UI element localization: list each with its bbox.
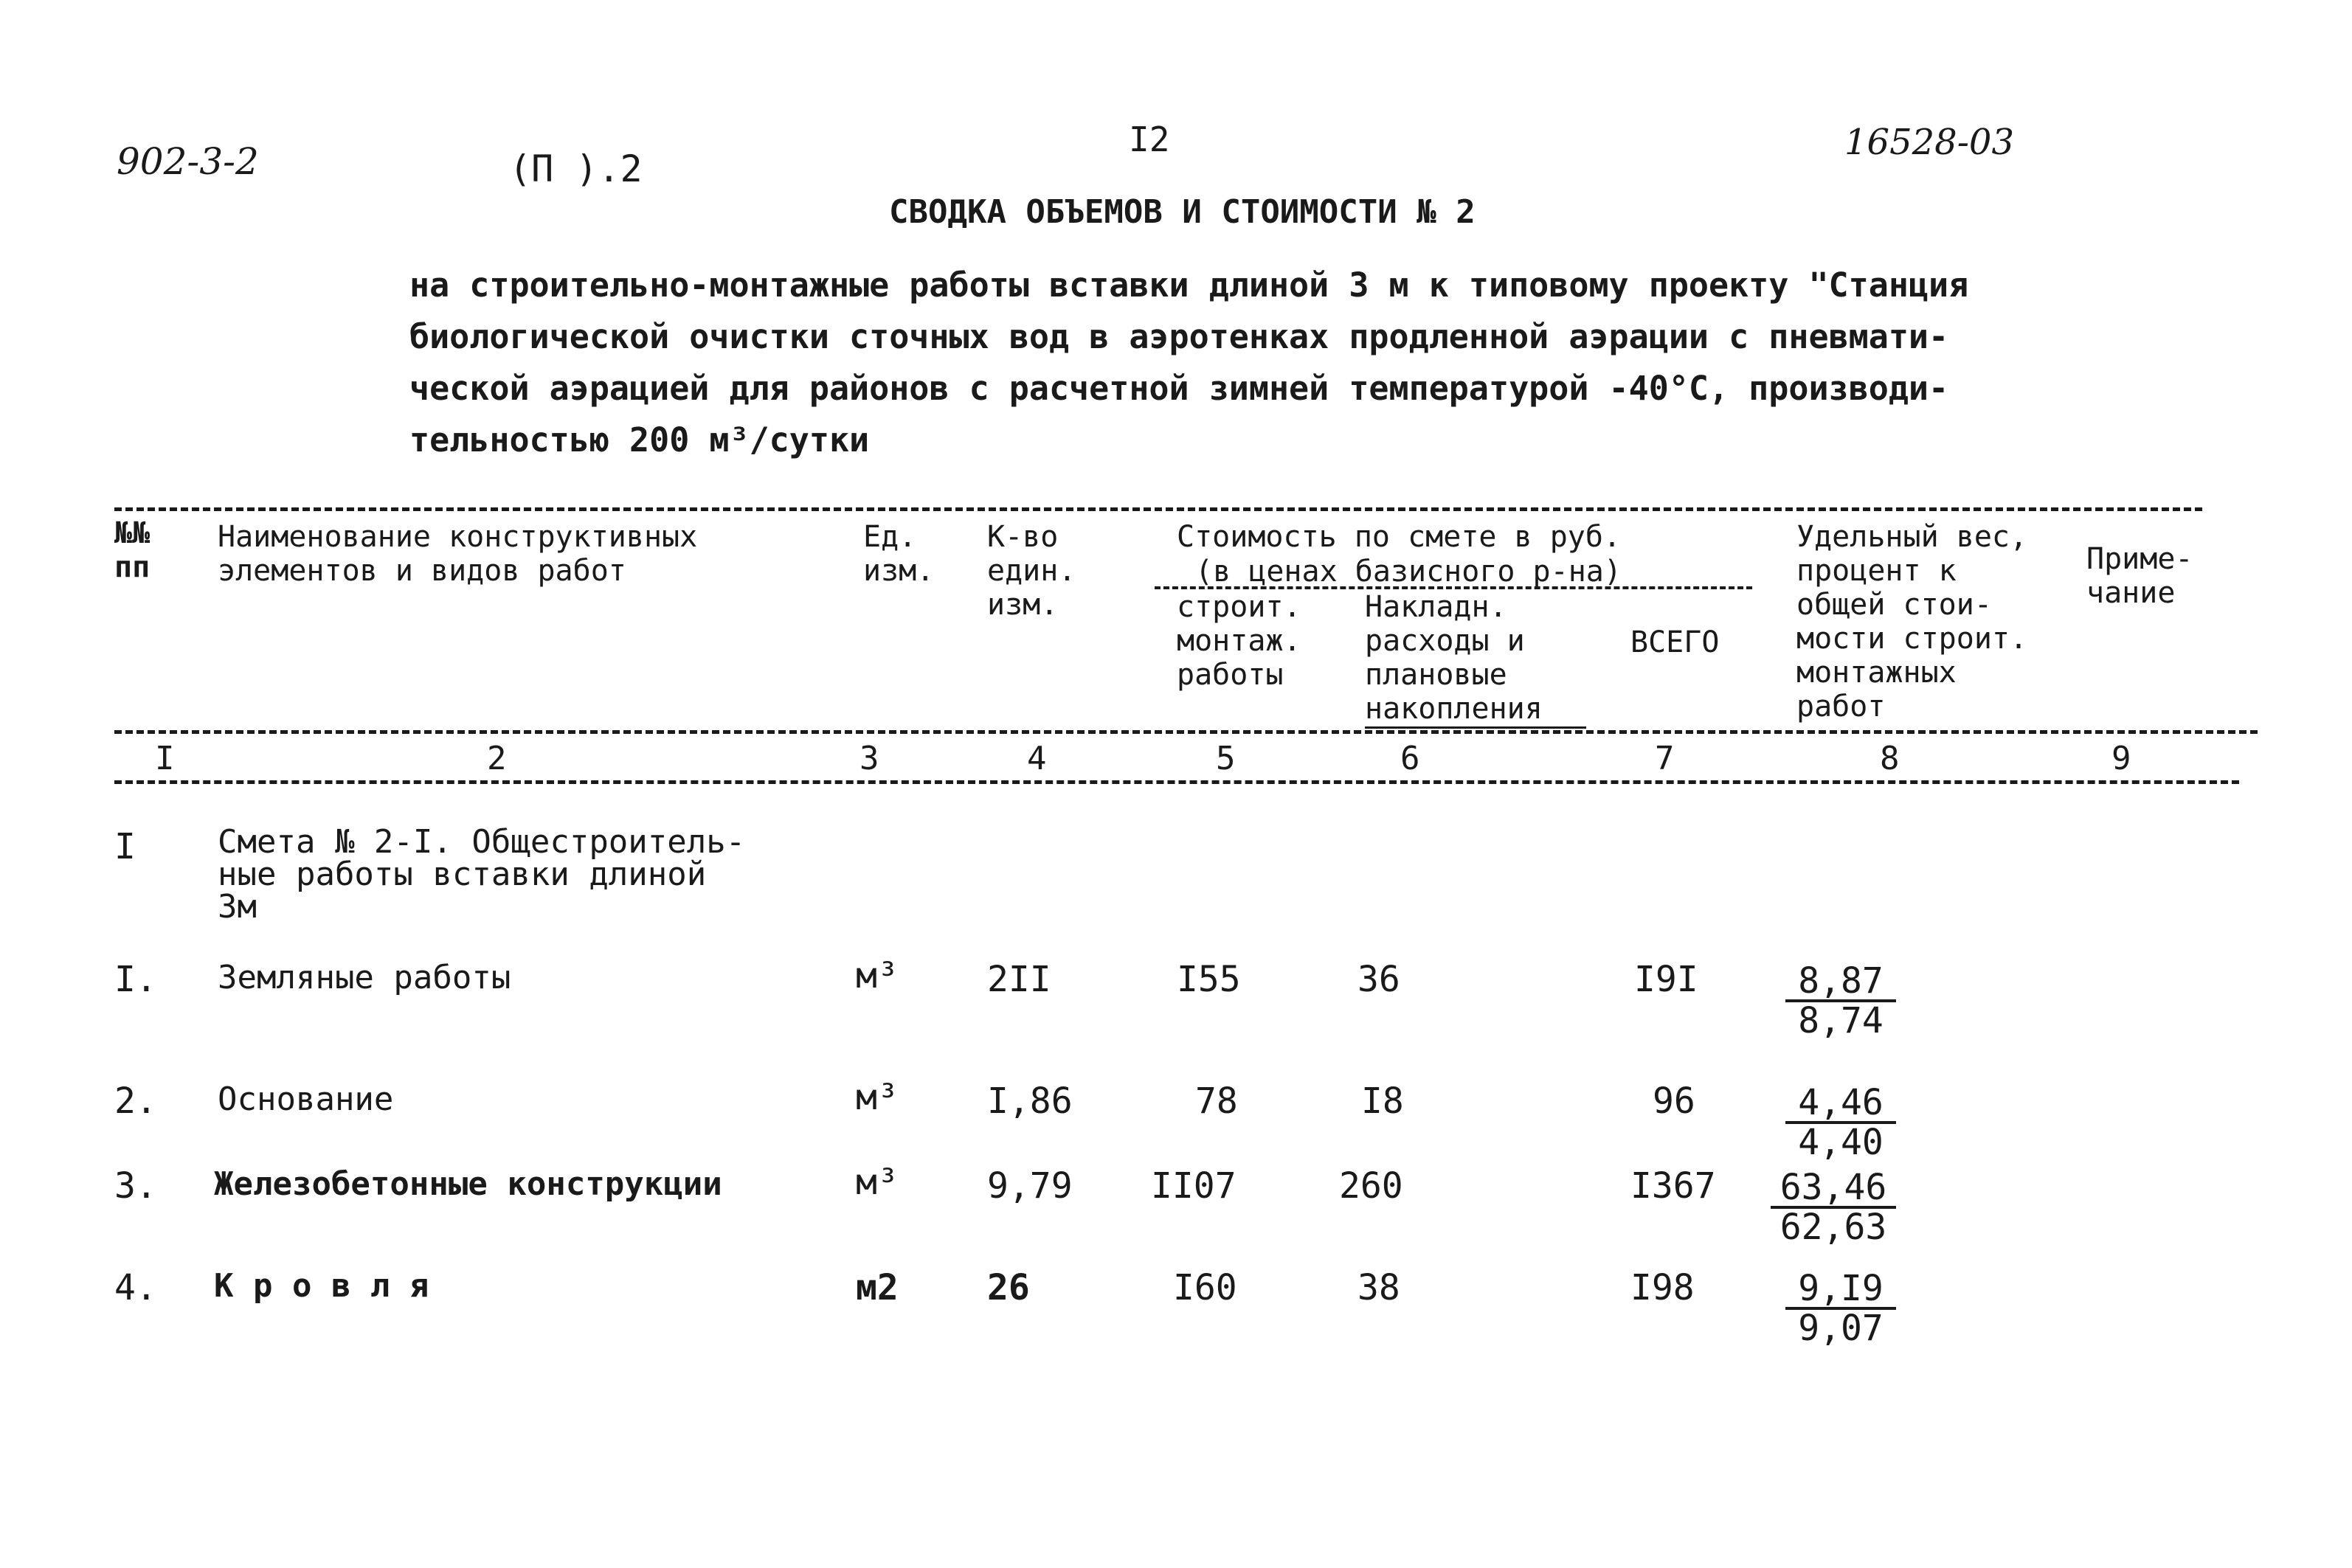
colnum-2: 2: [487, 740, 507, 777]
header-no: №№ пп: [114, 516, 151, 584]
row-unit: м³: [856, 1077, 899, 1118]
header-cost-subgroup: (в ценах базисного р-на): [1195, 555, 1622, 589]
header-unit: Ед. изм.: [863, 520, 935, 588]
row-total: 96: [1653, 1080, 1695, 1122]
row-smr: I60: [1173, 1267, 1237, 1308]
row-name: К р о в л я: [214, 1267, 429, 1305]
intro-line-4: тельностью 200 м³/сутки: [409, 420, 870, 459]
row-total: I98: [1630, 1267, 1695, 1308]
header-smr: строит. монтаж. работы: [1177, 590, 1301, 692]
row-share-top: 9,I9: [1798, 1268, 1884, 1309]
row-no: I.: [114, 959, 157, 1000]
header-cost-group: Стоимость по смете в руб.: [1177, 520, 1622, 554]
row-qty: 9,79: [987, 1165, 1073, 1207]
row-smr: I55: [1177, 959, 1241, 1000]
row-share-bottom: 62,63: [1779, 1207, 1887, 1248]
row-share-top: 8,87: [1798, 960, 1884, 1002]
cost-group-rule: [1155, 586, 1752, 589]
inventory-number: 16528-03: [1844, 122, 2014, 163]
row-share-top: 63,46: [1779, 1167, 1887, 1208]
column-numbers-top-rule: [114, 730, 2258, 734]
header-note: Приме- чание: [2086, 542, 2193, 610]
table-top-rule: [114, 507, 2202, 511]
row-overhead: I8: [1361, 1080, 1404, 1122]
colnum-3: 3: [859, 740, 879, 777]
row-share-top: 4,46: [1798, 1082, 1884, 1123]
page-number: I2: [1129, 119, 1170, 159]
row-name: Железобетонные конструкции: [214, 1165, 722, 1203]
row-share: [1771, 1169, 1896, 1246]
page-title: СВОДКА ОБЪЕМОВ И СТОИМОСТИ № 2: [889, 193, 1476, 231]
header-name: Наименование конструктивных элементов и видов работ: [218, 520, 698, 588]
row-share-bottom: 9,07: [1798, 1308, 1884, 1349]
row-unit: м³: [856, 955, 899, 996]
row-unit: м³: [856, 1162, 899, 1203]
colnum-5: 5: [1216, 740, 1236, 777]
header-qty: К-во един. изм.: [987, 520, 1076, 622]
album-number: (П ).2: [509, 148, 643, 190]
column-numbers-bottom-rule: [114, 780, 2239, 784]
row-name: Основание: [218, 1080, 394, 1118]
colnum-9: 9: [2111, 740, 2131, 777]
row-smr: II07: [1151, 1165, 1236, 1207]
row-no: 4.: [114, 1267, 157, 1308]
row-qty: 26: [987, 1267, 1030, 1308]
intro-line-1: на строительно-монтажные работы вставки длиной 3 м к типовому проекту "Станция: [409, 266, 1969, 305]
row-name: Земляные работы: [218, 959, 511, 996]
row-share-bottom: 8,74: [1798, 1000, 1884, 1041]
colnum-6: 6: [1400, 740, 1420, 777]
row-qty: 2II: [987, 959, 1051, 1000]
row-total: I367: [1630, 1165, 1716, 1207]
row-share: [1785, 1084, 1896, 1161]
row-no: 2.: [114, 1080, 157, 1122]
intro-line-2: биологической очистки сточных вод в аэротенках продленной аэрации с пневмати-: [409, 317, 1949, 356]
document-code: 902-3-2: [117, 140, 259, 183]
header-total: ВСЕГО: [1630, 625, 1720, 659]
row-share: [1785, 1270, 1896, 1347]
row-overhead: 260: [1339, 1165, 1403, 1207]
colnum-7: 7: [1655, 740, 1675, 777]
intro-line-3: ческой аэрацией для районов с расчетной зимней температурой -40°С, производи-: [409, 369, 1949, 408]
section-title: Смета № 2-I. Общестроитель- ные работы вставки длиной 3м: [218, 823, 746, 926]
row-smr: 78: [1195, 1080, 1238, 1122]
row-qty: I,86: [987, 1080, 1073, 1122]
colnum-4: 4: [1027, 740, 1047, 777]
row-unit: м2: [856, 1267, 899, 1308]
row-overhead: 36: [1357, 959, 1400, 1000]
row-share: [1785, 962, 1896, 1039]
intro-paragraph: [409, 260, 1968, 466]
header-overhead: Накладн. расходы и плановые накопления: [1365, 590, 1543, 726]
colnum-1: I: [155, 740, 175, 777]
row-share-bottom: 4,40: [1798, 1122, 1884, 1163]
row-total: I9I: [1634, 959, 1698, 1000]
colnum-8: 8: [1880, 740, 1900, 777]
section-no: I: [114, 826, 136, 867]
overhead-underline: [1365, 726, 1586, 729]
row-overhead: 38: [1357, 1267, 1400, 1308]
header-share: Удельный вес, процент к общей стои- мости строит. монтажных работ: [1796, 520, 2028, 724]
row-no: 3.: [114, 1165, 157, 1207]
